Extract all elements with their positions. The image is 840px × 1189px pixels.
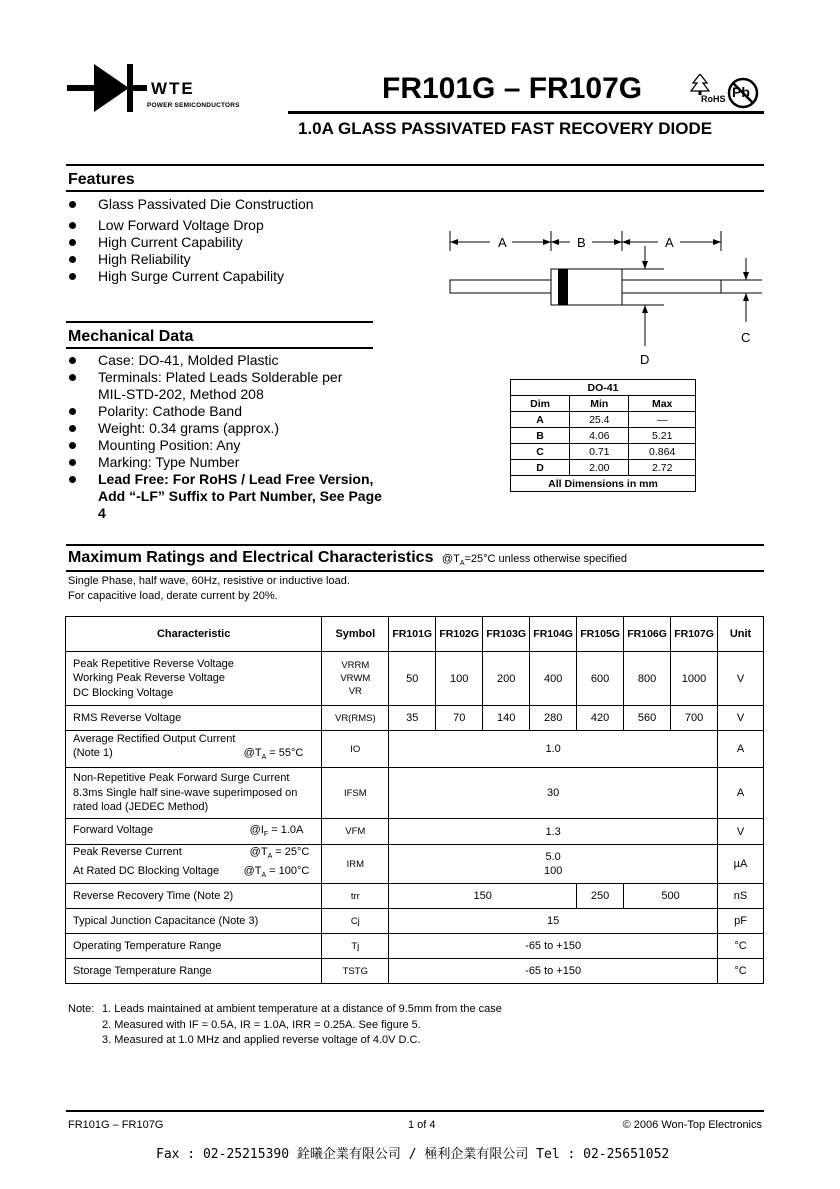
cond-pre: @T [243,747,262,760]
char-cell: Reverse Recovery Time (Note 2) [66,884,322,909]
col-symbol: Symbol [322,617,389,652]
notes-label: Note: [68,1003,95,1015]
char-cell: RMS Reverse Voltage [66,706,322,731]
char-condition [244,864,310,883]
unit-cell: pF [718,909,764,934]
dimensions-cell: B [511,428,570,444]
value-cell: 140 [483,706,530,731]
ratings-heading [68,549,627,567]
value-cell: 15 [389,909,718,934]
dimensions-cell: 2.72 [629,460,696,476]
char-line-with-condition [73,864,321,883]
ratings-condition [441,553,627,568]
dimensions-cell: 25.4 [570,412,629,428]
ratings-note-2: For capacitive load, derate current by 20%. [68,590,278,602]
note-item: 2. Measured with IF = 0.5A, IR = 1.0A, IRR = 0.25A. See figure 5. [102,1018,421,1031]
mechanical-item-lead-free: Lead Free: For RoHS / Lead Free Version, Add “-LF” Suffix to Part Number, See Page 4 [68,471,413,522]
package-outline-diagram [440,226,770,376]
cond-post: = 25°C [272,846,310,858]
features-rule [66,190,764,192]
value-cell: 1.0 [389,731,718,768]
pb-label: Pb [732,84,750,100]
mechanical-item: Marking: Type Number [68,454,413,471]
features-title: Features [68,171,135,188]
cond-pre: @T [249,846,268,858]
feature-item: High Surge Current Capability [68,268,428,285]
dim-label-a-right: A [665,235,674,250]
dimensions-cell: 5.21 [629,428,696,444]
value-cell: 500 [624,884,718,909]
mechanical-top-rule [66,321,373,323]
feature-item: Low Forward Voltage Drop [68,217,428,234]
rohs-label: RoHS [701,94,726,104]
cond-post: = 100°C [266,865,310,878]
value-line: 100 [543,865,563,878]
cond-pre: @I [249,824,264,837]
page-subtitle: 1.0A GLASS PASSIVATED FAST RECOVERY DIODE [298,119,713,138]
value-cell: 35 [389,706,436,731]
dimensions-cell: 0.864 [629,444,696,460]
col-part: FR103G [483,617,530,652]
value-cell: 1000 [671,652,718,706]
value-cell: 560 [624,706,671,731]
table-row [66,959,764,984]
char-line: 8.3ms Single half sine-wave superimposed on [73,786,298,799]
notes-list [102,1002,502,1049]
symbol-line: VRWM [340,673,371,684]
char-cell [66,652,322,706]
value-cell: 30 [389,768,718,819]
value-cell: 50 [389,652,436,706]
char-line: Non-Repetitive Peak Forward Surge Current [73,772,290,785]
value-cell: 1.3 [389,819,718,845]
symbol-cell: TSTG [322,959,389,984]
char-cell [66,768,322,819]
col-characteristic: Characteristic [66,617,322,652]
dimensions-cell: — [629,412,696,428]
dimensions-cell: C [511,444,570,460]
cond-sub: A [267,853,273,861]
table-row [66,819,764,845]
char-line: Peak Reverse Current [73,846,182,858]
unit-cell: A [718,731,764,768]
cond-sub: A [261,872,267,880]
ratings-condition-pre: @T [441,553,460,565]
value-cell: 250 [577,884,624,909]
note-item: 1. Leads maintained at ambient temperature at a distance of 9.5mm from the case [102,1003,502,1015]
features-list [68,196,428,285]
char-condition [250,845,310,864]
value-cell: 200 [483,652,530,706]
symbol-cell [322,652,389,706]
mechanical-list [68,352,413,522]
mechanical-item: Polarity: Cathode Band [68,403,413,420]
dimensions-cell: 2.00 [570,460,629,476]
mechanical-item: Case: DO-41, Molded Plastic [68,352,413,369]
cond-sub: F [263,831,269,839]
dimensions-row [511,444,696,460]
footer-copyright: © 2006 Won-Top Electronics [622,1119,762,1131]
wte-logo [67,62,247,114]
brand-subtitle: POWER SEMICONDUCTORS [147,102,240,109]
value-cell: 800 [624,652,671,706]
brand-name: WTE [151,79,195,98]
char-condition [244,746,304,766]
unit-cell: A [718,768,764,819]
value-cell: 700 [671,706,718,731]
char-cell [66,731,322,768]
unit-cell: V [718,819,764,845]
dimensions-package: DO-41 [511,380,696,396]
col-part: FR107G [671,617,718,652]
dim-label-a-left: A [498,235,507,250]
unit-cell: nS [718,884,764,909]
symbol-cell: Cj [322,909,389,934]
table-row [66,768,764,819]
char-line: Peak Repetitive Reverse Voltage [73,657,234,670]
char-cell: Typical Junction Capacitance (Note 3) [66,909,322,934]
char-cell [66,845,322,884]
unit-cell: °C [718,934,764,959]
char-line: DC Blocking Voltage [73,686,174,699]
value-cell: 420 [577,706,624,731]
table-row [66,731,764,768]
symbol-line: VR [348,686,362,697]
char-line-with-condition [73,824,321,838]
table-row [66,909,764,934]
mechanical-item: Mounting Position: Any [68,437,413,454]
ratings-note-1: Single Phase, half wave, 60Hz, resistive or inductive load. [68,575,350,587]
unit-cell: µA [718,845,764,884]
value-cell: 400 [530,652,577,706]
value-cell: 600 [577,652,624,706]
value-cell: -65 to +150 [389,959,718,984]
symbol-cell: VR(RMS) [322,706,389,731]
col-part: FR106G [624,617,671,652]
col-part: FR104G [530,617,577,652]
symbol-cell: trr [322,884,389,909]
diode-symbol-icon [67,62,147,114]
symbol-cell: Tj [322,934,389,959]
ratings-condition-sub: A [459,560,465,568]
dim-label-d: D [640,352,650,367]
char-line: Working Peak Reverse Voltage [73,672,226,685]
mechanical-title: Mechanical Data [68,328,194,345]
cond-sub: A [261,754,267,762]
value-cell: 150 [389,884,577,909]
value-line: 5.0 [545,851,561,864]
symbol-cell: IRM [322,845,389,884]
footer-rule [66,1110,764,1112]
ratings-table [65,616,764,984]
dimensions-cell: 4.06 [570,428,629,444]
ratings-title: Maximum Ratings and Electrical Characteristics [68,549,434,566]
page-title: FR101G – FR107G [382,72,643,105]
header-bottom-rule [66,164,764,166]
dimensions-cell: 0.71 [570,444,629,460]
dimensions-row [511,460,696,476]
char-line: rated load (JEDEC Method) [73,801,209,814]
value-cell: 280 [530,706,577,731]
char-line-with-condition [73,845,321,864]
dimensions-header: Min [570,396,629,412]
dimensions-table [510,379,696,492]
col-unit: Unit [718,617,764,652]
cond-post: = 55°C [266,747,304,760]
dimensions-header: Max [629,396,696,412]
feature-item: High Reliability [68,251,428,268]
col-part: FR105G [577,617,624,652]
rohs-icon [689,74,725,108]
symbol-line: VRRM [341,660,370,671]
footer-part-range: FR101G – FR107G [68,1119,164,1131]
cond-pre: @T [243,865,262,878]
char-line: Average Rectified Output Current [73,732,236,745]
char-cell [66,819,322,845]
value-cell: -65 to +150 [389,934,718,959]
char-line: (Note 1) [73,747,113,760]
ratings-rule [66,570,764,572]
dimensions-header: Dim [511,396,570,412]
table-row [66,934,764,959]
unit-cell: V [718,706,764,731]
ratings-condition-post: =25°C unless otherwise specified [464,553,627,565]
feature-item: Glass Passivated Die Construction [68,196,428,213]
char-cell: Storage Temperature Range [66,959,322,984]
table-row [66,706,764,731]
table-header-row [66,617,764,652]
symbol-cell: IFSM [322,768,389,819]
mechanical-item: Terminals: Plated Leads Solderable per MIL-STD-202, Method 208 [68,369,413,403]
dimensions-row [511,428,696,444]
table-row [66,845,764,884]
dimensions-cell: D [511,460,570,476]
char-line: At Rated DC Blocking Voltage [73,865,220,878]
dimensions-cell: A [511,412,570,428]
title-rule [288,111,764,114]
unit-cell: °C [718,959,764,984]
table-row [66,884,764,909]
ratings-top-rule [66,544,764,546]
value-cell: 100 [436,652,483,706]
unit-cell: V [718,652,764,706]
table-row [66,652,764,706]
cond-post: = 1.0A [268,824,304,837]
feature-item: High Current Capability [68,234,428,251]
col-part: FR101G [389,617,436,652]
value-cell [389,845,718,884]
footer-page-number: 1 of 4 [408,1119,436,1131]
symbol-cell: VFM [322,819,389,845]
fax-line: Fax : 02-25215390 銓曦企業有限公司 / 極利企業有限公司 Tel : 02-25651052 [156,1147,670,1162]
lead-free-pb-icon [727,77,759,109]
symbol-cell: IO [322,731,389,768]
char-condition [250,824,304,838]
note-item: 3. Measured at 1.0 MHz and applied reverse voltage of 4.0V D.C. [102,1034,421,1046]
dim-label-c: C [741,330,751,345]
col-part: FR102G [436,617,483,652]
dim-label-b: B [577,235,586,250]
char-cell: Operating Temperature Range [66,934,322,959]
dimensions-footer: All Dimensions in mm [511,476,696,492]
mechanical-rule [66,347,373,349]
char-line: Forward Voltage [73,824,154,837]
mechanical-item: Weight: 0.34 grams (approx.) [68,420,413,437]
char-line-with-condition [73,746,321,766]
value-cell: 70 [436,706,483,731]
dimensions-row [511,412,696,428]
